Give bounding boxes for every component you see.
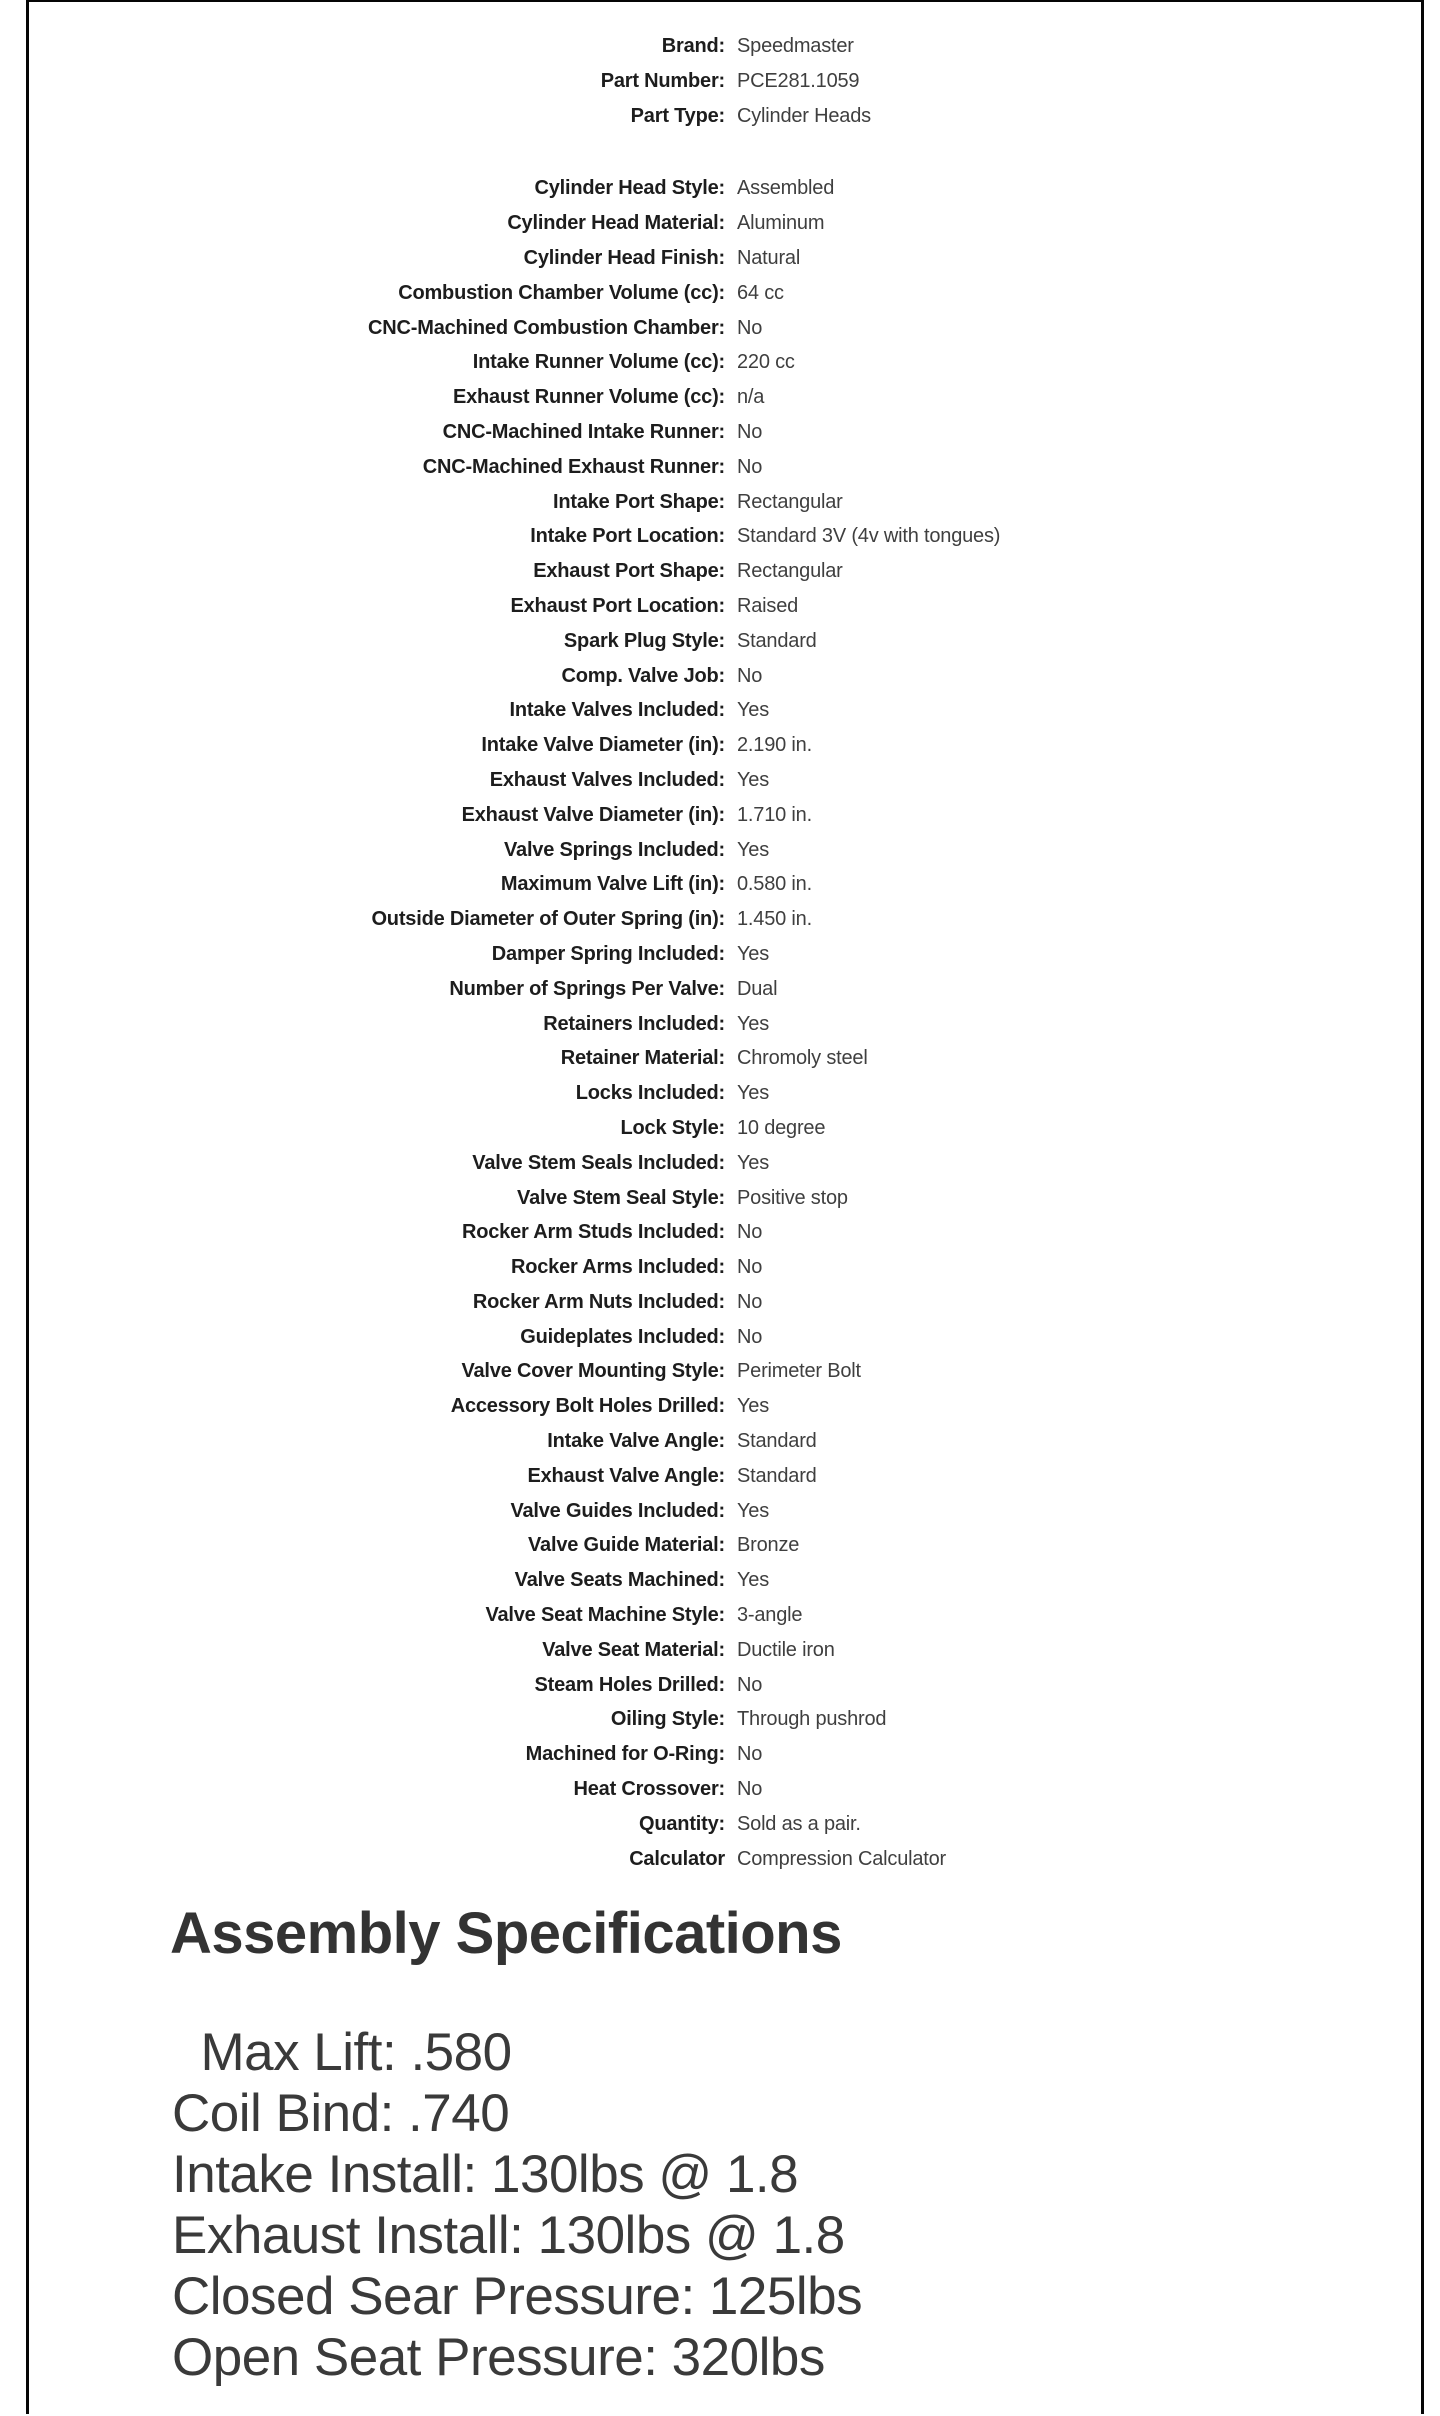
- spec-label: Outside Diameter of Outer Spring (in):: [371, 908, 725, 931]
- spec-label: Lock Style:: [620, 1116, 725, 1139]
- spec-value: Standard: [737, 629, 817, 652]
- spec-row: [29, 1737, 1421, 1772]
- spec-row: [29, 1633, 1421, 1668]
- spec-value: Yes: [737, 768, 770, 791]
- assembly-spec-line: Coil Bind: .740: [172, 2084, 510, 2144]
- spec-value: No: [737, 420, 763, 443]
- spec-value: No: [737, 1778, 763, 1801]
- spec-label: Intake Runner Volume (cc):: [472, 351, 725, 374]
- spec-label: Valve Stem Seal Style:: [517, 1186, 725, 1209]
- spec-value: Assembled: [737, 177, 835, 200]
- spec-label: Spark Plug Style:: [563, 629, 725, 652]
- spec-value: 2.190 in.: [737, 734, 812, 757]
- spec-value: Raised: [737, 594, 799, 617]
- spec-label: Heat Crossover:: [573, 1778, 725, 1801]
- spec-row: [29, 833, 1421, 868]
- spec-row: [29, 450, 1421, 485]
- spec-label: Cylinder Head Material:: [507, 212, 725, 235]
- spec-label: Valve Stem Seals Included:: [472, 1151, 725, 1174]
- spec-label: Exhaust Port Shape:: [533, 560, 725, 583]
- spec-row: [29, 1563, 1421, 1598]
- spec-label: Cylinder Head Style:: [534, 177, 725, 200]
- spec-value: Yes: [737, 942, 770, 965]
- spec-label: Cylinder Head Finish:: [523, 246, 725, 269]
- spec-row: [29, 276, 1421, 311]
- spec-label: Machined for O-Ring:: [525, 1743, 725, 1766]
- spec-label: Valve Seats Machined:: [514, 1569, 725, 1592]
- spec-row: [29, 763, 1421, 798]
- spec-value: Rectangular: [737, 490, 843, 513]
- spec-label: Exhaust Runner Volume (cc):: [452, 386, 725, 409]
- spec-value: Sold as a pair.: [737, 1812, 861, 1835]
- spec-value: Chromoly steel: [737, 1047, 868, 1070]
- spec-row: [29, 1772, 1421, 1807]
- spec-label: Exhaust Valve Diameter (in):: [461, 803, 725, 826]
- spec-value: 1.450 in.: [737, 908, 812, 931]
- spec-row: [29, 1424, 1421, 1459]
- spec-label: Intake Valve Diameter (in):: [481, 734, 725, 757]
- spec-label: Combustion Chamber Volume (cc):: [398, 281, 725, 304]
- spec-value: No: [737, 1256, 763, 1279]
- spec-value: Through pushrod: [737, 1708, 887, 1731]
- spec-value: 1.710 in.: [737, 803, 812, 826]
- assembly-spec-line: Open Seat Pressure: 320lbs: [172, 2328, 825, 2388]
- spec-row: [29, 1111, 1421, 1146]
- overview-spec-table: [29, 29, 1421, 133]
- spec-value: No: [737, 1743, 763, 1766]
- spec-value: n/a: [737, 386, 765, 409]
- spec-value: No: [737, 1221, 763, 1244]
- spec-label: Intake Valves Included:: [509, 699, 725, 722]
- spec-row: [29, 1668, 1421, 1703]
- spec-row: [29, 1389, 1421, 1424]
- spec-value: Ductile iron: [737, 1638, 835, 1661]
- assembly-spec-line: Closed Sear Pressure: 125lbs: [172, 2267, 863, 2327]
- spec-value: No: [737, 455, 763, 478]
- spec-label: Part Type:: [630, 104, 725, 127]
- spec-row: [29, 1842, 1421, 1877]
- assembly-spec-line: Intake Install: 130lbs @ 1.8: [172, 2145, 799, 2205]
- spec-row: [29, 311, 1421, 346]
- spec-value: Yes: [737, 1151, 770, 1174]
- spec-label: Number of Springs Per Valve:: [449, 977, 725, 1000]
- spec-value: Bronze: [737, 1534, 800, 1557]
- spec-row: [29, 64, 1421, 99]
- spec-value: 3-angle: [737, 1604, 803, 1627]
- spec-value: Yes: [737, 1082, 770, 1105]
- spec-row: [29, 867, 1421, 902]
- spec-value: No: [737, 1290, 763, 1313]
- spec-row: [29, 1285, 1421, 1320]
- spec-row: [29, 972, 1421, 1007]
- spec-label: Retainer Material:: [560, 1047, 725, 1070]
- spec-value: No: [737, 664, 763, 687]
- spec-row: [29, 1807, 1421, 1842]
- spec-row: [29, 1320, 1421, 1355]
- spec-value: Yes: [737, 838, 770, 861]
- spec-row: [29, 902, 1421, 937]
- spec-label: CNC-Machined Combustion Chamber:: [368, 316, 725, 339]
- spec-value: PCE281.1059: [737, 69, 860, 92]
- spec-label: Rocker Arm Studs Included:: [462, 1221, 725, 1244]
- spec-row: [29, 659, 1421, 694]
- spec-label: Brand:: [661, 35, 725, 57]
- spec-row: [29, 206, 1421, 241]
- spec-label: Accessory Bolt Holes Drilled:: [450, 1395, 725, 1418]
- detail-spec-table: [29, 171, 1421, 1876]
- spec-value: Cylinder Heads: [737, 104, 871, 127]
- content-frame: [26, 0, 1424, 2414]
- spec-label: Intake Port Shape:: [553, 490, 725, 513]
- spec-label: Steam Holes Drilled:: [534, 1673, 725, 1696]
- spec-value: Dual: [737, 977, 778, 1000]
- spec-value: Standard 3V (4v with tongues): [737, 525, 1001, 548]
- spec-label: Intake Port Location:: [530, 525, 725, 548]
- spec-value: Natural: [737, 246, 801, 269]
- assembly-spec-line: Exhaust Install: 130lbs @ 1.8: [172, 2206, 845, 2266]
- spec-row: [29, 1702, 1421, 1737]
- spec-label: Calculator: [629, 1847, 725, 1870]
- spec-label: Valve Cover Mounting Style:: [461, 1360, 725, 1383]
- spec-row: [29, 1459, 1421, 1494]
- spec-label: Oiling Style:: [610, 1708, 725, 1731]
- spec-value: Compression Calculator: [737, 1847, 947, 1870]
- spec-value: 0.580 in.: [737, 873, 812, 896]
- spec-label: Rocker Arms Included:: [510, 1256, 725, 1279]
- spec-row: [29, 589, 1421, 624]
- spec-value: 220 cc: [737, 351, 795, 374]
- spec-value: 10 degree: [737, 1116, 826, 1139]
- spec-value: Rectangular: [737, 560, 843, 583]
- spec-label: CNC-Machined Exhaust Runner:: [422, 455, 725, 478]
- spec-label: Valve Springs Included:: [503, 838, 725, 861]
- spec-row: [29, 485, 1421, 520]
- spec-row: [29, 1215, 1421, 1250]
- spec-row: [29, 519, 1421, 554]
- spec-row: [29, 1354, 1421, 1389]
- spec-row: [29, 798, 1421, 833]
- spec-row: [29, 99, 1421, 134]
- spec-row: [29, 1181, 1421, 1216]
- assembly-spec-line: Max Lift: .580: [172, 2023, 512, 2083]
- spec-label: Valve Seat Material:: [542, 1638, 725, 1661]
- spec-row: [29, 1250, 1421, 1285]
- spec-value: Positive stop: [737, 1186, 848, 1209]
- spec-label: Guideplates Included:: [520, 1325, 725, 1348]
- spec-value: Aluminum: [737, 212, 825, 235]
- spec-value: No: [737, 316, 763, 339]
- spec-label: Comp. Valve Job:: [561, 664, 725, 687]
- spec-value: Yes: [737, 1012, 770, 1035]
- spec-row: [29, 1528, 1421, 1563]
- spec-label: Retainers Included:: [543, 1012, 725, 1035]
- spec-row: [29, 693, 1421, 728]
- spec-label: Exhaust Valve Angle:: [527, 1464, 725, 1487]
- spec-label: Part Number:: [600, 69, 725, 92]
- spec-row: [29, 171, 1421, 206]
- spec-value: Standard: [737, 1430, 817, 1453]
- spec-row: [29, 554, 1421, 589]
- spec-row: [29, 1494, 1421, 1529]
- assembly-spec-lines: [172, 2022, 1421, 2388]
- spec-row: [29, 380, 1421, 415]
- spec-label: Damper Spring Included:: [491, 942, 725, 965]
- spec-row: [29, 1146, 1421, 1181]
- spec-row: [29, 728, 1421, 763]
- spec-value: 64 cc: [737, 281, 784, 304]
- spec-row: [29, 29, 1421, 64]
- spec-row: [29, 937, 1421, 972]
- spec-label: Valve Seat Machine Style:: [485, 1604, 725, 1627]
- spec-row: [29, 624, 1421, 659]
- spec-label: Exhaust Port Location:: [510, 594, 725, 617]
- spec-row: [29, 241, 1421, 276]
- spec-row: [29, 1598, 1421, 1633]
- spec-label: Rocker Arm Nuts Included:: [472, 1290, 725, 1313]
- spec-row: [29, 415, 1421, 450]
- spec-value: Yes: [737, 1499, 770, 1522]
- spec-value: Standard: [737, 1464, 817, 1487]
- spec-label: Exhaust Valves Included:: [489, 768, 725, 791]
- spec-label: Maximum Valve Lift (in):: [500, 873, 725, 896]
- spec-label: Valve Guide Material:: [528, 1534, 725, 1557]
- spec-value: No: [737, 1325, 763, 1348]
- spec-label: Locks Included:: [575, 1082, 725, 1105]
- spec-label: Quantity:: [639, 1812, 725, 1835]
- spec-value: Speedmaster: [737, 35, 854, 57]
- spec-value: Perimeter Bolt: [737, 1360, 861, 1383]
- spec-label: CNC-Machined Intake Runner:: [442, 420, 725, 443]
- spec-value: Yes: [737, 1395, 770, 1418]
- spec-row: [29, 1007, 1421, 1042]
- spec-row: [29, 1076, 1421, 1111]
- spec-value: Yes: [737, 699, 770, 722]
- spec-row: [29, 345, 1421, 380]
- spec-value: Yes: [737, 1569, 770, 1592]
- assembly-specifications-heading: Assembly Specifications: [170, 1901, 842, 1967]
- spec-label: Intake Valve Angle:: [547, 1430, 725, 1453]
- spec-row: [29, 1041, 1421, 1076]
- spec-label: Valve Guides Included:: [510, 1499, 725, 1522]
- spec-value: No: [737, 1673, 763, 1696]
